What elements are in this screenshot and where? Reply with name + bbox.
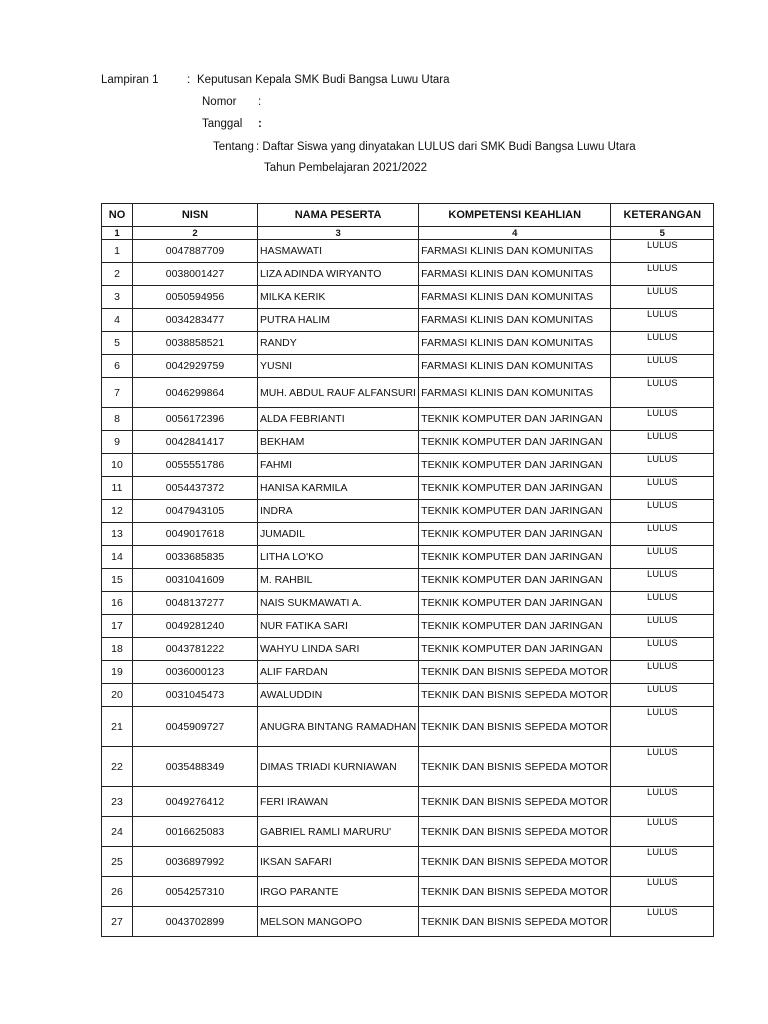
row-nisn: 0035488349: [133, 747, 258, 787]
table-header-row: [102, 204, 714, 227]
table-row: [102, 907, 714, 937]
row-nisn: 0043781222: [133, 638, 258, 661]
row-nisn: 0056172396: [133, 408, 258, 431]
table-row: [102, 477, 714, 500]
row-no: 27: [102, 907, 133, 937]
row-no: 11: [102, 477, 133, 500]
row-nisn: 0045909727: [133, 707, 258, 747]
row-keterangan: LULUS: [611, 378, 714, 408]
row-no: 7: [102, 378, 133, 408]
nomor-label: Nomor: [202, 96, 237, 108]
row-nama: FERI IRAWAN: [258, 787, 419, 817]
row-keterangan: LULUS: [611, 355, 714, 378]
row-keterangan: LULUS: [611, 707, 714, 747]
tentang-label: Tentang: [213, 141, 254, 153]
row-nama: AWALUDDIN: [258, 684, 419, 707]
table-row: [102, 817, 714, 847]
row-nisn: 0036897992: [133, 847, 258, 877]
row-kompetensi: TEKNIK DAN BISNIS SEPEDA MOTOR: [419, 661, 611, 684]
row-no: 19: [102, 661, 133, 684]
row-nisn: 0031041609: [133, 569, 258, 592]
row-nama: DIMAS TRIADI KURNIAWAN: [258, 747, 419, 787]
row-nisn: 0031045473: [133, 684, 258, 707]
row-keterangan: LULUS: [611, 500, 714, 523]
row-nama: INDRA: [258, 500, 419, 523]
nomor-colon: :: [258, 96, 262, 108]
row-keterangan: LULUS: [611, 408, 714, 431]
table-row: [102, 332, 714, 355]
table-row: [102, 408, 714, 431]
row-nisn: 0048137277: [133, 592, 258, 615]
table-row: [102, 592, 714, 615]
row-nama: WAHYU LINDA SARI: [258, 638, 419, 661]
table-row: [102, 747, 714, 787]
row-keterangan: LULUS: [611, 431, 714, 454]
row-kompetensi: TEKNIK KOMPUTER DAN JARINGAN: [419, 523, 611, 546]
row-keterangan: LULUS: [611, 569, 714, 592]
row-kompetensi: TEKNIK DAN BISNIS SEPEDA MOTOR: [419, 684, 611, 707]
row-keterangan: LULUS: [611, 907, 714, 937]
row-keterangan: LULUS: [611, 592, 714, 615]
row-no: 17: [102, 615, 133, 638]
colnum-2: 2: [133, 227, 258, 240]
row-kompetensi: FARMASI KLINIS DAN KOMUNITAS: [419, 355, 611, 378]
table-row: [102, 454, 714, 477]
row-kompetensi: FARMASI KLINIS DAN KOMUNITAS: [419, 263, 611, 286]
row-no: 16: [102, 592, 133, 615]
row-no: 2: [102, 263, 133, 286]
row-nisn: 0049276412: [133, 787, 258, 817]
row-kompetensi: TEKNIK KOMPUTER DAN JARINGAN: [419, 408, 611, 431]
row-nisn: 0050594956: [133, 286, 258, 309]
row-no: 1: [102, 240, 133, 263]
table-row: [102, 355, 714, 378]
row-nama: LIZA ADINDA WIRYANTO: [258, 263, 419, 286]
row-nisn: 0036000123: [133, 661, 258, 684]
row-nama: ALDA FEBRIANTI: [258, 408, 419, 431]
row-keterangan: LULUS: [611, 286, 714, 309]
row-nisn: 0054437372: [133, 477, 258, 500]
row-no: 20: [102, 684, 133, 707]
row-kompetensi: FARMASI KLINIS DAN KOMUNITAS: [419, 332, 611, 355]
row-nama: RANDY: [258, 332, 419, 355]
table-row: [102, 877, 714, 907]
row-kompetensi: TEKNIK KOMPUTER DAN JARINGAN: [419, 477, 611, 500]
row-keterangan: LULUS: [611, 523, 714, 546]
row-keterangan: LULUS: [611, 263, 714, 286]
keputusan-title: Keputusan Kepala SMK Budi Bangsa Luwu Utara: [197, 74, 450, 86]
row-kompetensi: TEKNIK KOMPUTER DAN JARINGAN: [419, 638, 611, 661]
row-no: 18: [102, 638, 133, 661]
row-nama: NUR FATIKA SARI: [258, 615, 419, 638]
row-no: 3: [102, 286, 133, 309]
header-keterangan: KETERANGAN: [611, 204, 714, 227]
row-no: 22: [102, 747, 133, 787]
student-table: [101, 203, 714, 937]
row-nama: YUSNI: [258, 355, 419, 378]
row-keterangan: LULUS: [611, 546, 714, 569]
row-keterangan: LULUS: [611, 638, 714, 661]
row-nama: MUH. ABDUL RAUF ALFANSURI: [258, 378, 419, 408]
row-nisn: 0049017618: [133, 523, 258, 546]
row-no: 9: [102, 431, 133, 454]
row-nama: ANUGRA BINTANG RAMADHAN: [258, 707, 419, 747]
tanggal-label: Tanggal: [202, 118, 243, 130]
row-kompetensi: TEKNIK KOMPUTER DAN JARINGAN: [419, 569, 611, 592]
row-no: 4: [102, 309, 133, 332]
header-kompetensi: KOMPETENSI KEAHLIAN: [419, 204, 611, 227]
row-nisn: 0042929759: [133, 355, 258, 378]
row-nama: MILKA KERIK: [258, 286, 419, 309]
row-nisn: 0042841417: [133, 431, 258, 454]
row-nama: IKSAN SAFARI: [258, 847, 419, 877]
row-no: 12: [102, 500, 133, 523]
row-nama: BEKHAM: [258, 431, 419, 454]
row-no: 26: [102, 877, 133, 907]
colnum-1: 1: [102, 227, 133, 240]
row-nisn: 0016625083: [133, 817, 258, 847]
table-row: [102, 661, 714, 684]
table-row: [102, 684, 714, 707]
row-nama: FAHMI: [258, 454, 419, 477]
row-nama: NAIS SUKMAWATI A.: [258, 592, 419, 615]
table-row: [102, 500, 714, 523]
row-kompetensi: TEKNIK KOMPUTER DAN JARINGAN: [419, 500, 611, 523]
row-nisn: 0047943105: [133, 500, 258, 523]
row-keterangan: LULUS: [611, 332, 714, 355]
row-nama: PUTRA HALIM: [258, 309, 419, 332]
row-no: 25: [102, 847, 133, 877]
row-no: 21: [102, 707, 133, 747]
row-nama: GABRIEL RAMLI MARURU': [258, 817, 419, 847]
row-nisn: 0054257310: [133, 877, 258, 907]
row-no: 13: [102, 523, 133, 546]
row-kompetensi: FARMASI KLINIS DAN KOMUNITAS: [419, 378, 611, 408]
row-nama: IRGO PARANTE: [258, 877, 419, 907]
tahun-pembelajaran: Tahun Pembelajaran 2021/2022: [264, 162, 428, 174]
row-nama: ALIF FARDAN: [258, 661, 419, 684]
table-row: [102, 847, 714, 877]
row-nisn: 0049281240: [133, 615, 258, 638]
row-nisn: 0047887709: [133, 240, 258, 263]
row-no: 14: [102, 546, 133, 569]
row-nama: MELSON MANGOPO: [258, 907, 419, 937]
row-kompetensi: TEKNIK DAN BISNIS SEPEDA MOTOR: [419, 747, 611, 787]
row-nama: M. RAHBIL: [258, 569, 419, 592]
row-kompetensi: FARMASI KLINIS DAN KOMUNITAS: [419, 309, 611, 332]
row-nama: HANISA KARMILA: [258, 477, 419, 500]
row-no: 24: [102, 817, 133, 847]
tentang-text: : Daftar Siswa yang dinyatakan LULUS dari SMK Budi Bangsa Luwu Utara: [256, 141, 636, 153]
table-row: [102, 569, 714, 592]
row-keterangan: LULUS: [611, 817, 714, 847]
lampiran-label: Lampiran 1: [101, 74, 159, 86]
row-keterangan: LULUS: [611, 877, 714, 907]
row-nisn: 0046299864: [133, 378, 258, 408]
row-kompetensi: TEKNIK KOMPUTER DAN JARINGAN: [419, 546, 611, 569]
table-row: [102, 378, 714, 408]
row-kompetensi: TEKNIK DAN BISNIS SEPEDA MOTOR: [419, 847, 611, 877]
table-row: [102, 638, 714, 661]
row-keterangan: LULUS: [611, 747, 714, 787]
row-kompetensi: TEKNIK DAN BISNIS SEPEDA MOTOR: [419, 787, 611, 817]
row-kompetensi: TEKNIK KOMPUTER DAN JARINGAN: [419, 592, 611, 615]
row-kompetensi: FARMASI KLINIS DAN KOMUNITAS: [419, 240, 611, 263]
lampiran-colon: :: [187, 74, 191, 86]
row-no: 10: [102, 454, 133, 477]
row-no: 6: [102, 355, 133, 378]
table-row: [102, 615, 714, 638]
table-row: [102, 286, 714, 309]
table-row: [102, 707, 714, 747]
row-keterangan: LULUS: [611, 309, 714, 332]
row-keterangan: LULUS: [611, 615, 714, 638]
colnum-4: 4: [419, 227, 611, 240]
row-keterangan: LULUS: [611, 240, 714, 263]
header-nama: NAMA PESERTA: [258, 204, 419, 227]
row-nama: HASMAWATI: [258, 240, 419, 263]
header-nisn: NISN: [133, 204, 258, 227]
row-nisn: 0034283477: [133, 309, 258, 332]
row-kompetensi: TEKNIK DAN BISNIS SEPEDA MOTOR: [419, 877, 611, 907]
row-keterangan: LULUS: [611, 787, 714, 817]
row-no: 5: [102, 332, 133, 355]
table-row: [102, 546, 714, 569]
row-kompetensi: TEKNIK KOMPUTER DAN JARINGAN: [419, 454, 611, 477]
row-nisn: 0033685835: [133, 546, 258, 569]
row-keterangan: LULUS: [611, 454, 714, 477]
row-kompetensi: TEKNIK DAN BISNIS SEPEDA MOTOR: [419, 907, 611, 937]
table-row: [102, 523, 714, 546]
table-row: [102, 431, 714, 454]
row-keterangan: LULUS: [611, 477, 714, 500]
row-nama: LITHA LO'KO: [258, 546, 419, 569]
row-kompetensi: FARMASI KLINIS DAN KOMUNITAS: [419, 286, 611, 309]
row-kompetensi: TEKNIK DAN BISNIS SEPEDA MOTOR: [419, 817, 611, 847]
row-nisn: 0038001427: [133, 263, 258, 286]
row-keterangan: LULUS: [611, 684, 714, 707]
row-nama: JUMADIL: [258, 523, 419, 546]
row-no: 15: [102, 569, 133, 592]
row-kompetensi: TEKNIK KOMPUTER DAN JARINGAN: [419, 615, 611, 638]
row-nisn: 0055551786: [133, 454, 258, 477]
header-no: NO: [102, 204, 133, 227]
row-no: 23: [102, 787, 133, 817]
row-nisn: 0038858521: [133, 332, 258, 355]
table-row: [102, 787, 714, 817]
table-row: [102, 240, 714, 263]
tanggal-colon: :: [258, 118, 262, 130]
row-kompetensi: TEKNIK DAN BISNIS SEPEDA MOTOR: [419, 707, 611, 747]
table-row: [102, 263, 714, 286]
table-row: [102, 309, 714, 332]
row-keterangan: LULUS: [611, 661, 714, 684]
column-number-row: [102, 227, 714, 240]
colnum-5: 5: [611, 227, 714, 240]
row-no: 8: [102, 408, 133, 431]
row-nisn: 0043702899: [133, 907, 258, 937]
colnum-3: 3: [258, 227, 419, 240]
row-kompetensi: TEKNIK KOMPUTER DAN JARINGAN: [419, 431, 611, 454]
row-keterangan: LULUS: [611, 847, 714, 877]
